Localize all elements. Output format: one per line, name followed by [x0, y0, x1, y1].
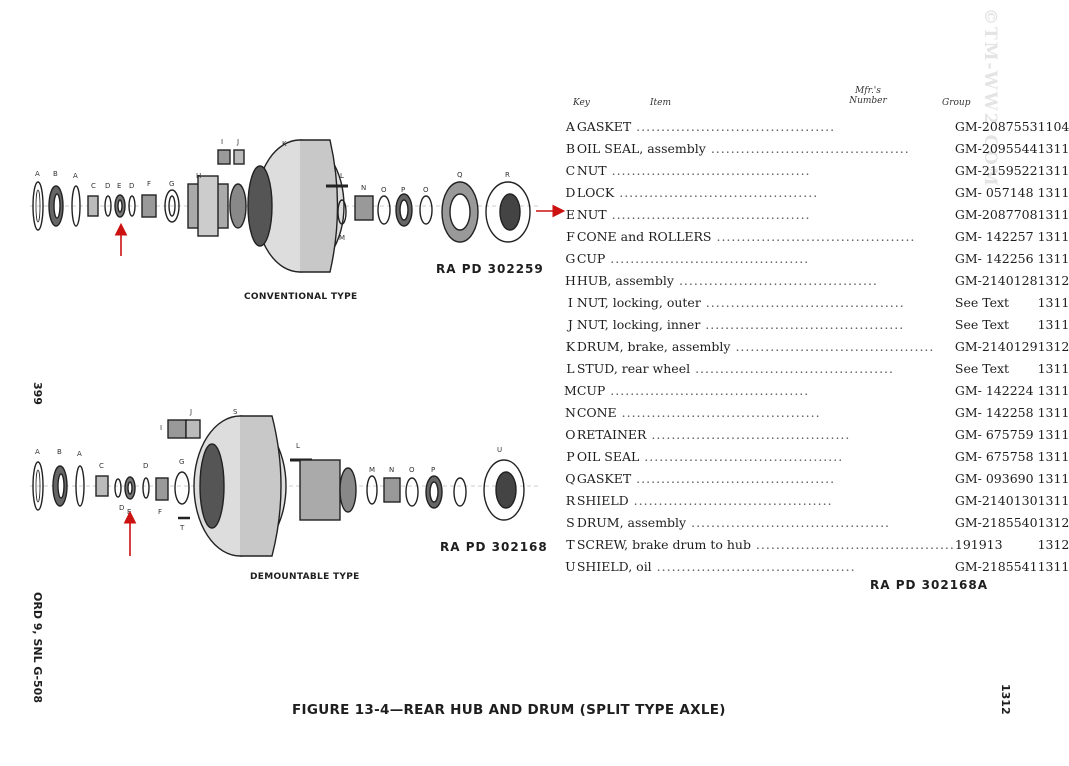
row-key: N: [564, 404, 576, 420]
row-item: [577, 291, 955, 313]
row-group: 1311: [1037, 184, 1069, 200]
watermark-text: ©TM-WW2.COM: [980, 8, 1000, 188]
table-row: [564, 511, 1069, 533]
row-group: 1311: [1037, 360, 1069, 376]
row-group: 1311: [1037, 316, 1069, 332]
table-row: [564, 203, 1069, 225]
part-label: P: [401, 186, 406, 194]
row-mfr-number: GM- 142256: [954, 250, 1034, 266]
table-row: [564, 159, 1069, 181]
row-group: 1311: [1037, 426, 1069, 442]
part-label: C: [99, 462, 104, 470]
row-key: E: [565, 206, 575, 222]
dot-leader: ........................................: [750, 536, 955, 552]
row-item-text: SHIELD: [576, 492, 629, 508]
row-item: [577, 269, 955, 291]
row-group: 1312: [1037, 514, 1069, 530]
part-label: L: [340, 172, 344, 180]
row-mfr-number: GM-2185540: [954, 514, 1038, 530]
row-mfr-number: GM-2087553: [954, 118, 1038, 134]
part-label: G: [179, 458, 185, 466]
dot-leader: ........................................: [686, 514, 891, 530]
row-item: [577, 379, 955, 401]
plate-number-bottom: RA PD 302168: [440, 540, 548, 554]
row-item: [577, 533, 955, 555]
table-row: [564, 489, 1069, 511]
table-row: [564, 467, 1069, 489]
row-item: [577, 467, 955, 489]
row-key: P: [566, 448, 575, 464]
table-row: [564, 137, 1069, 159]
row-mfr-number: GM-2185541: [954, 558, 1038, 574]
row-mfr-number: GM-2140129: [954, 338, 1038, 354]
row-group: 1312: [1037, 272, 1069, 288]
part-label: D: [143, 462, 149, 470]
row-mfr-number: 191913: [954, 536, 1003, 552]
row-group: 1311: [1037, 558, 1069, 574]
row-mfr-number: See Text: [954, 360, 1010, 376]
part-label: D: [129, 182, 135, 190]
table-row: [564, 115, 1069, 137]
part-label: M: [369, 466, 376, 474]
part-label: D: [105, 182, 111, 190]
dot-leader: ........................................: [690, 360, 895, 376]
row-item: [577, 225, 955, 247]
table-row: [564, 379, 1069, 401]
part-label: P: [431, 466, 436, 474]
part-label: E: [127, 508, 132, 516]
row-item-text: NUT, locking, outer: [576, 294, 701, 310]
table-row: [564, 291, 1069, 313]
dot-leader: ........................................: [628, 492, 833, 508]
table-row: [564, 445, 1069, 467]
plate-number-table: RA PD 302168A: [870, 578, 989, 592]
dot-leader: ........................................: [673, 272, 878, 288]
dot-leader: ........................................: [616, 404, 821, 420]
part-label: I: [160, 424, 163, 432]
dot-leader: ........................................: [711, 228, 916, 244]
parts-list-table: [564, 115, 1069, 577]
row-mfr-number: GM- 142257: [954, 228, 1034, 244]
row-item: [577, 357, 955, 379]
part-label: J: [237, 138, 240, 146]
row-item-text: SHIELD, oil: [576, 558, 652, 574]
row-item: [577, 137, 955, 159]
row-group: 1311: [1037, 404, 1069, 420]
part-label: U: [497, 446, 503, 454]
part-label: B: [53, 170, 58, 178]
row-key: S: [566, 514, 575, 530]
row-group: 1104: [1037, 118, 1069, 134]
row-key: C: [565, 162, 576, 178]
row-item: [577, 423, 955, 445]
dot-leader: ........................................: [605, 382, 810, 398]
row-key: B: [565, 140, 575, 156]
table-row: [564, 357, 1069, 379]
conventional-type-drawing: [30, 140, 540, 272]
dot-leader: ........................................: [730, 338, 935, 354]
row-item-text: OIL SEAL, assembly: [576, 140, 706, 156]
row-item-text: DRUM, assembly: [576, 514, 687, 530]
header-group: Group: [942, 98, 971, 108]
dot-leader: ........................................: [700, 294, 905, 310]
part-label: N: [389, 466, 395, 474]
header-mfr-number: Mfr.'s Number: [849, 86, 887, 106]
row-item-text: GASKET: [576, 118, 632, 134]
row-key: G: [565, 250, 576, 266]
dot-leader: ........................................: [606, 162, 811, 178]
row-key: L: [566, 360, 575, 376]
row-item: [577, 181, 955, 203]
row-item: [577, 555, 955, 577]
part-label: M: [339, 234, 346, 242]
row-item: [577, 203, 955, 225]
demountable-type-caption: DEMOUNTABLE TYPE: [250, 572, 360, 582]
row-mfr-number: GM- 675759: [954, 426, 1034, 442]
dot-leader: ........................................: [631, 118, 836, 134]
row-item-text: DRUM, brake, assembly: [576, 338, 731, 354]
part-label: A: [73, 172, 78, 180]
part-label: S: [233, 408, 238, 416]
part-label: A: [35, 448, 40, 456]
plate-number-top: RA PD 302259: [436, 262, 544, 276]
dot-leader: ........................................: [700, 316, 905, 332]
table-row: [564, 247, 1069, 269]
header-item: Item: [650, 98, 672, 108]
row-item: [577, 313, 955, 335]
part-label: Q: [457, 171, 463, 179]
row-mfr-number: GM-2087708: [954, 206, 1038, 222]
row-key: F: [566, 228, 575, 244]
row-item-text: CUP: [576, 382, 606, 398]
row-item: [577, 445, 955, 467]
row-item-text: LOCK: [576, 184, 615, 200]
row-group: 1311: [1037, 382, 1069, 398]
row-key: M: [564, 382, 577, 398]
dot-leader: ........................................: [705, 140, 910, 156]
dot-leader: ........................................: [614, 184, 819, 200]
table-row: [564, 401, 1069, 423]
part-label: J: [190, 408, 193, 416]
part-label: L: [296, 442, 300, 450]
part-label: A: [35, 170, 40, 178]
row-item: [577, 247, 955, 269]
row-mfr-number: See Text: [954, 294, 1010, 310]
row-mfr-number: GM- 093690: [954, 470, 1034, 486]
row-mfr-number: GM- 142224: [954, 382, 1034, 398]
part-label: R: [505, 171, 510, 179]
part-label: D: [119, 504, 125, 512]
part-label: F: [158, 508, 163, 516]
row-key: K: [565, 338, 576, 354]
part-label: O: [381, 186, 387, 194]
row-group: 1311: [1037, 294, 1069, 310]
part-label: O: [409, 466, 415, 474]
part-label: B: [57, 448, 62, 456]
row-mfr-number: GM-2159522: [954, 162, 1038, 178]
part-label: C: [91, 182, 96, 190]
row-item: [577, 159, 955, 181]
table-row: [564, 181, 1069, 203]
table-row: [564, 313, 1069, 335]
table-row: [564, 423, 1069, 445]
group-number: 1312: [999, 684, 1012, 715]
part-label: I: [221, 138, 224, 146]
conventional-type-caption: CONVENTIONAL TYPE: [244, 292, 358, 302]
row-group: 1311: [1037, 492, 1069, 508]
row-item: [577, 401, 955, 423]
table-row: [564, 533, 1069, 555]
part-label: N: [361, 184, 367, 192]
table-row: [564, 335, 1069, 357]
dot-leader: ........................................: [646, 426, 851, 442]
row-group: 1311: [1037, 206, 1069, 222]
row-key: R: [565, 492, 576, 508]
row-group: 1311: [1037, 470, 1069, 486]
row-item-text: HUB, assembly: [576, 272, 674, 288]
figure-caption: FIGURE 13-4—REAR HUB AND DRUM (SPLIT TYPE AXLE): [292, 702, 726, 718]
row-item-text: CONE and ROLLERS: [576, 228, 712, 244]
table-row: [564, 225, 1069, 247]
dot-leader: ........................................: [639, 448, 844, 464]
row-group: 1311: [1037, 162, 1069, 178]
part-label: G: [169, 180, 175, 188]
row-item-text: NUT, locking, inner: [576, 316, 701, 332]
row-item-text: NUT: [576, 206, 607, 222]
part-label: K: [282, 140, 287, 148]
row-item-text: STUD, rear wheel: [576, 360, 691, 376]
dot-leader: ........................................: [631, 470, 836, 486]
row-mfr-number: GM-2140130: [954, 492, 1038, 508]
table-row: [564, 269, 1069, 291]
row-mfr-number: See Text: [954, 316, 1010, 332]
part-label: A: [77, 450, 82, 458]
row-item: [577, 489, 955, 511]
row-item: [577, 511, 955, 533]
row-item-text: CUP: [576, 250, 606, 266]
row-group: 1311: [1037, 140, 1069, 156]
row-item-text: RETAINER: [576, 426, 647, 442]
header-key: Key: [573, 98, 590, 108]
dot-leader: ........................................: [651, 558, 856, 574]
row-mfr-number: GM- 142258: [954, 404, 1034, 420]
table-row: [564, 555, 1069, 577]
row-key: U: [565, 558, 576, 574]
part-label: O: [423, 186, 429, 194]
part-label: E: [117, 182, 122, 190]
row-key: I: [567, 294, 573, 310]
dot-leader: ........................................: [606, 206, 811, 222]
row-key: A: [565, 118, 575, 134]
demountable-type-drawing: [30, 416, 540, 556]
row-key: T: [566, 536, 575, 552]
row-group: 1312: [1037, 536, 1069, 552]
row-group: 1311: [1037, 448, 1069, 464]
dot-leader: ........................................: [605, 250, 810, 266]
row-item-text: SCREW, brake drum to hub: [576, 536, 751, 552]
row-item-text: GASKET: [576, 470, 632, 486]
page-number: 399: [31, 382, 44, 405]
row-key: H: [564, 272, 576, 288]
row-mfr-number: GM-2140128: [954, 272, 1038, 288]
row-key: Q: [565, 470, 576, 486]
part-label: H: [196, 172, 202, 180]
row-item-text: OIL SEAL: [576, 448, 640, 464]
manual-reference: ORD 9, SNL G-508: [31, 592, 44, 703]
row-key: D: [565, 184, 576, 200]
row-group: 1312: [1037, 338, 1069, 354]
row-item-text: NUT: [576, 162, 607, 178]
row-mfr-number: GM- 675758: [954, 448, 1034, 464]
row-mfr-number: GM-2095544: [954, 140, 1038, 156]
row-key: J: [567, 316, 573, 332]
row-group: 1311: [1037, 228, 1069, 244]
part-label: F: [147, 180, 152, 188]
row-group: 1311: [1037, 250, 1069, 266]
row-item-text: CONE: [576, 404, 617, 420]
row-item: [577, 115, 955, 137]
row-mfr-number: GM- 057148: [954, 184, 1034, 200]
row-key: O: [565, 426, 576, 442]
part-label: T: [180, 524, 185, 532]
row-item: [577, 335, 955, 357]
